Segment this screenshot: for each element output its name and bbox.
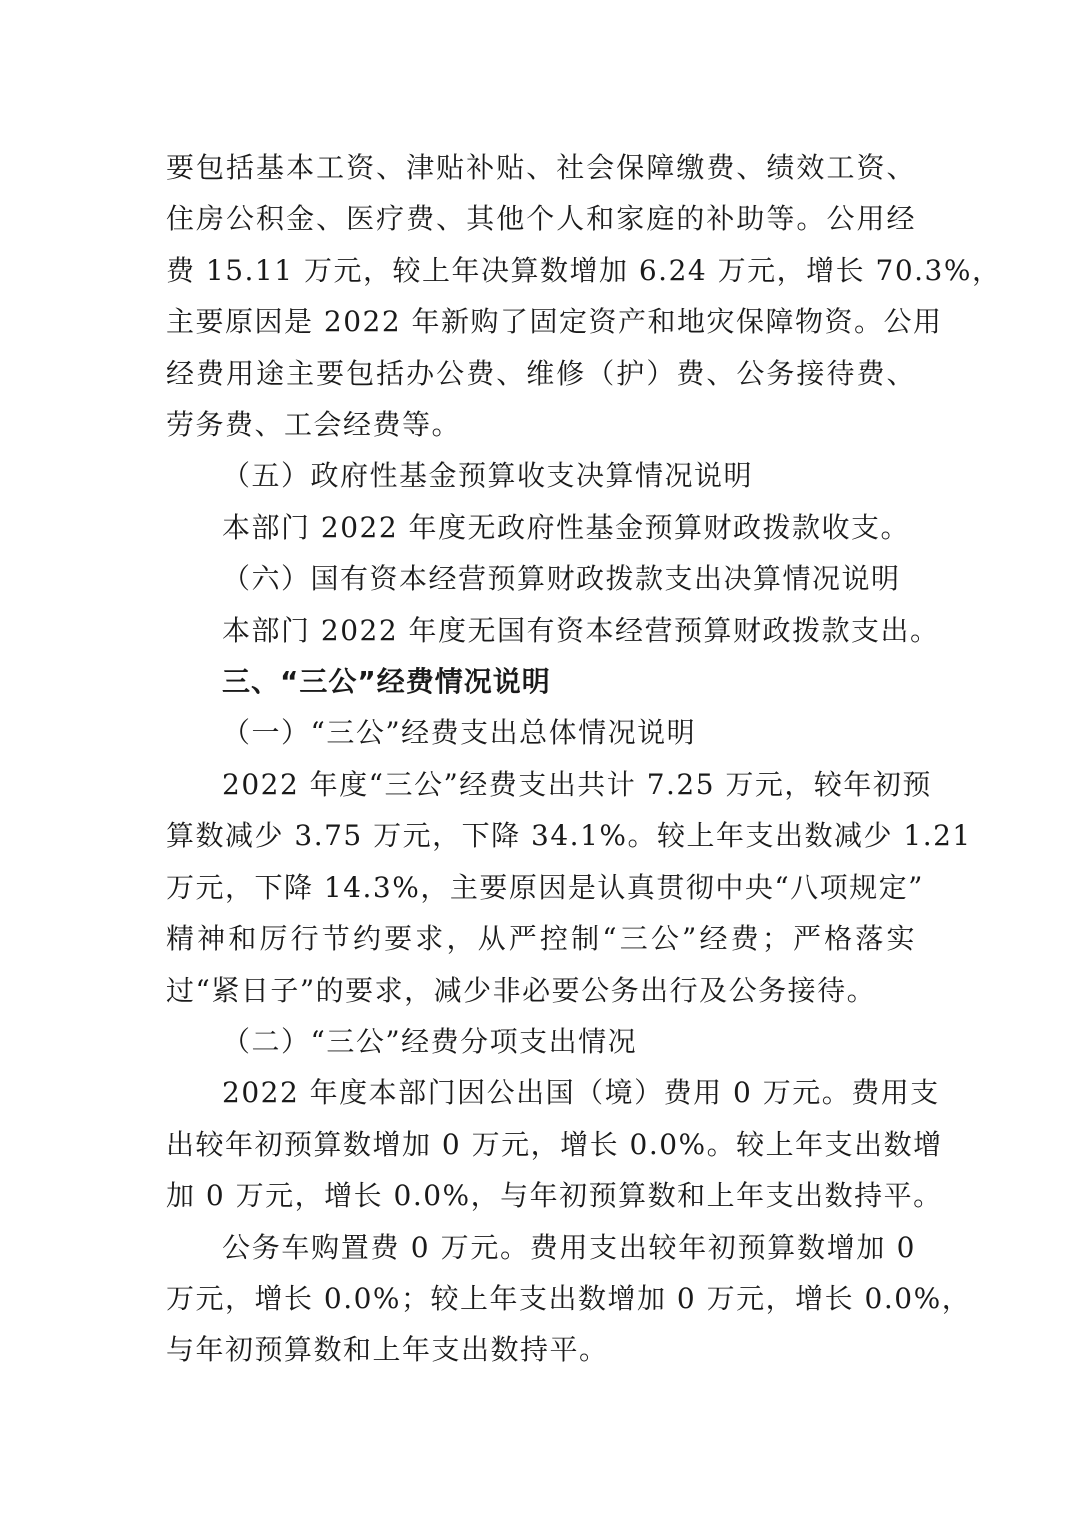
body-line: 主要原因是 2022 年新购了固定资产和地灾保障物资。公用 — [166, 305, 943, 339]
section-heading-3-2: （二）“三公”经费分项支出情况 — [222, 1024, 638, 1058]
body-line: 经费用途主要包括办公费、维修（护）费、公务接待费、 — [166, 356, 916, 390]
body-line: 加 0 万元，增长 0.0%，与年初预算数和上年支出数持平。 — [166, 1179, 943, 1213]
body-line: 2022 年度本部门因公出国（境）费用 0 万元。费用支 — [222, 1076, 940, 1110]
chapter-heading-3: 三、“三公”经费情况说明 — [222, 665, 551, 699]
body-line: 精神和厉行节约要求，从严控制“三公”经费；严格落实 — [166, 922, 916, 956]
body-line: 公务车购置费 0 万元。费用支出较年初预算数增加 0 — [222, 1230, 916, 1264]
body-line: 万元，增长 0.0%；较上年支出数增加 0 万元，增长 0.0%， — [166, 1281, 972, 1315]
body-line: 万元，下降 14.3%，主要原因是认真贯彻中央“八项规定” — [166, 870, 924, 904]
body-line: 劳务费、工会经费等。 — [166, 408, 462, 442]
body-line: 本部门 2022 年度无国有资本经营预算财政拨款支出。 — [222, 613, 940, 647]
document-body — [166, 142, 1002, 1376]
section-heading-5: （五）政府性基金预算收支决算情况说明 — [222, 459, 754, 493]
body-line: 费 15.11 万元，较上年决算数增加 6.24 万元，增长 70.3%， — [166, 253, 1002, 287]
body-line: 2022 年度“三公”经费支出共计 7.25 万元，较年初预 — [222, 767, 932, 801]
body-line: 算数减少 3.75 万元，下降 34.1%。较上年支出数减少 1.21 — [166, 819, 972, 853]
body-line: 本部门 2022 年度无政府性基金预算财政拨款收支。 — [222, 510, 911, 544]
body-line: 过“紧日子”的要求，减少非必要公务出行及公务接待。 — [166, 973, 877, 1007]
section-heading-3-1: （一）“三公”经费支出总体情况说明 — [222, 716, 697, 750]
body-line: 要包括基本工资、津贴补贴、社会保障缴费、绩效工资、 — [166, 151, 916, 184]
body-line: 与年初预算数和上年支出数持平。 — [166, 1333, 609, 1367]
section-heading-6: （六）国有资本经营预算财政拨款支出决算情况说明 — [222, 562, 901, 596]
body-line: 出较年初预算数增加 0 万元，增长 0.0%。较上年支出数增 — [166, 1127, 943, 1161]
body-line: 住房公积金、医疗费、其他个人和家庭的补助等。公用经 — [166, 202, 916, 236]
